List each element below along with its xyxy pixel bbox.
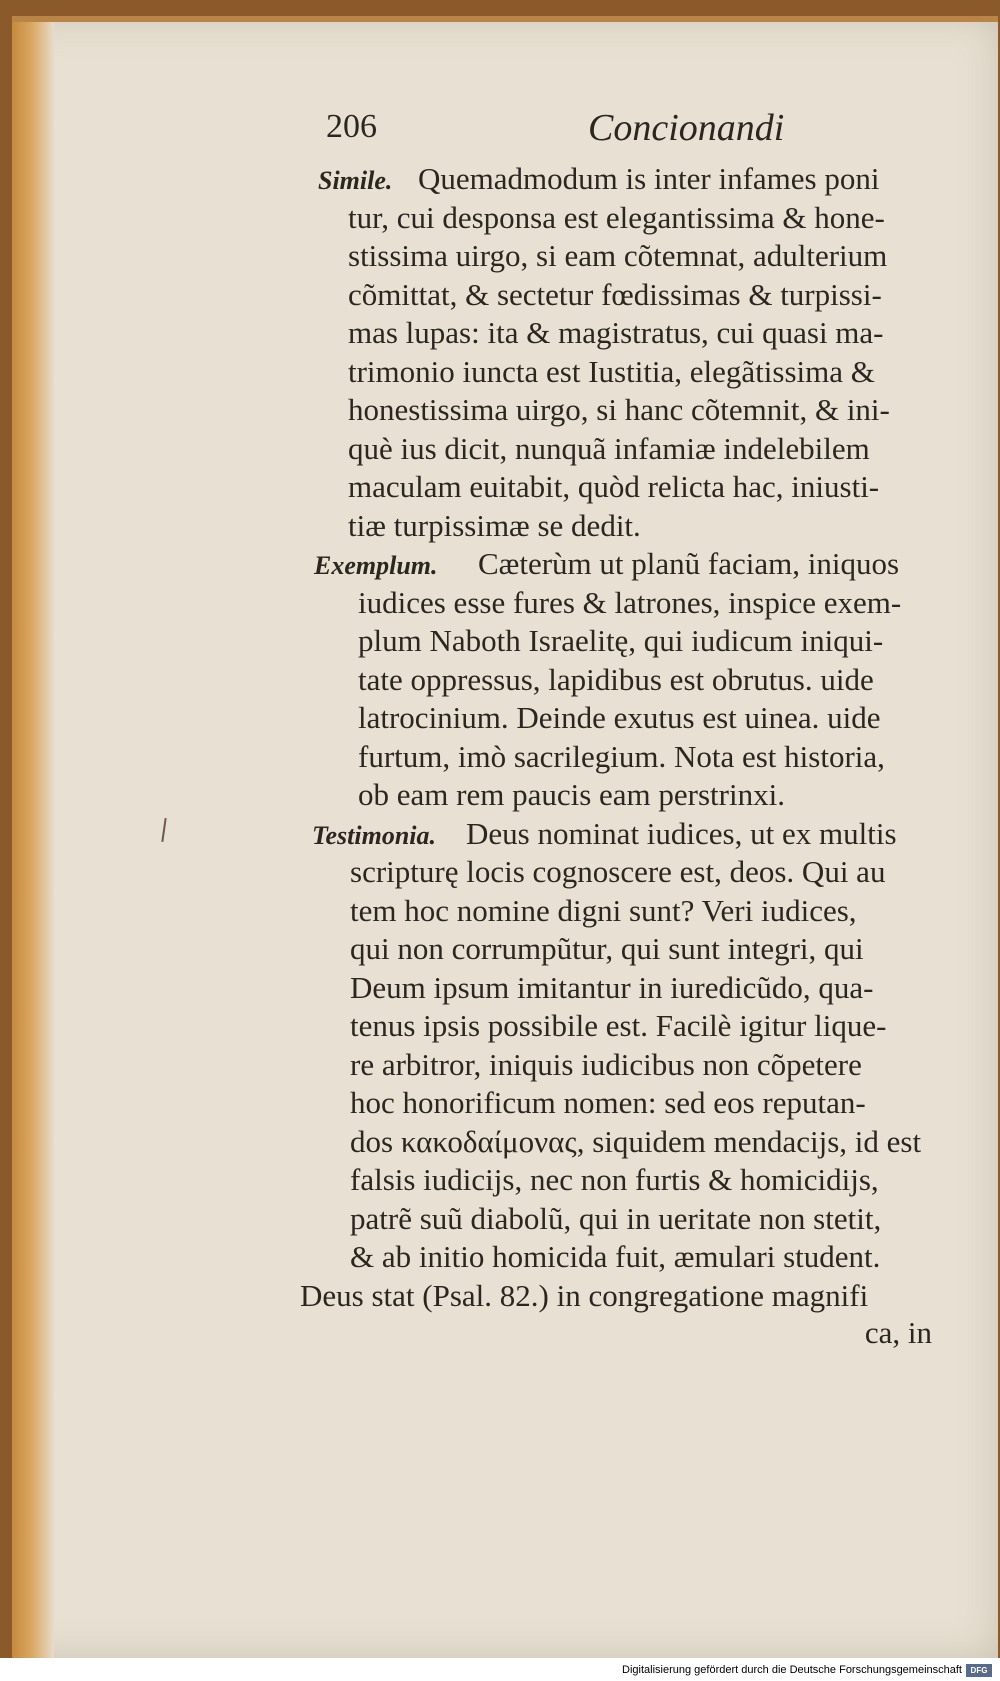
text-line: re arbitror, iniquis iudicibus non cõpetere — [350, 1046, 862, 1082]
text-line: plum Naboth Israelitę, qui iudicum iniqui- — [358, 623, 884, 658]
text-line: qui non corrumpũtur, qui sunt integri, qui — [350, 931, 864, 966]
paragraph-simile — [300, 160, 1000, 545]
text-line: trimonio iuncta est Iustitia, elegãtissima & — [348, 353, 875, 389]
text-line: stissima uirgo, si eam cõtemnat, adulterium — [348, 238, 888, 273]
text-line: iudices esse fures & latrones, inspice exem- — [358, 584, 902, 620]
page-edge-top — [12, 16, 998, 22]
text-block — [300, 100, 1000, 1354]
text-line: Deum ipsum imitantur in iuredicũdo, qua- — [350, 969, 874, 1005]
text-line: latrocinium. Deinde exutus est uinea. uide — [358, 700, 881, 735]
paragraph-psalm — [300, 1277, 1000, 1316]
text-line: cõmittat, & sectetur fœdissimas & turpissi- — [348, 276, 882, 312]
text-line: tiæ turpissimæ se dedit. — [348, 507, 641, 543]
digitization-footer — [0, 1661, 1000, 1681]
text-line: honestissima uirgo, si hanc cõtemnit, & ini- — [348, 392, 890, 427]
text-line: tur, cui desponsa est elegantissima & hone- — [348, 199, 885, 235]
page-edge-binding — [12, 16, 54, 1658]
text-line: maculam euitabit, quòd relicta hac, iniusti- — [348, 469, 880, 504]
text-line: Cæterùm ut planũ faciam, iniquos — [478, 546, 900, 581]
text-line: ob eam rem paucis eam perstrinxi. — [358, 777, 785, 812]
page-header — [300, 100, 1000, 160]
text-line: tate oppressus, lapidibus est obrutus. uide — [358, 661, 874, 697]
dfg-logo-icon: DFG — [966, 1664, 992, 1677]
text-line: què ius dicit, nunquã infamiæ indelebilem — [348, 430, 870, 466]
text-line: Quemadmodum is inter infames poni — [418, 161, 880, 196]
text-line: tenus ipsis possibile est. Facilè igitur lique- — [350, 1008, 887, 1043]
footer-credit: Digitalisierung gefördert durch die Deutsche Forschungsgemeinschaft — [622, 1664, 962, 1676]
paragraph-testimonia — [300, 815, 1000, 1277]
marginal-note: Simile. — [318, 166, 393, 195]
text-line: & ab initio homicida fuit, æmulari student. — [350, 1239, 881, 1274]
text-line: furtum, imò sacrilegium. Nota est historia, — [358, 738, 885, 774]
text-line: scripturę locis cognoscere est, deos. Qui au — [350, 854, 886, 889]
text-line: hoc honorificum nomen: sed eos reputan- — [350, 1085, 866, 1120]
text-line: falsis iudicijs, nec non furtis & homicidijs, — [350, 1162, 879, 1197]
page-number: 206 — [326, 108, 377, 145]
text-line: patrẽ suũ diabolũ, qui in ueritate non stetit, — [350, 1200, 882, 1236]
text-line: dos κακοδαίμονας, siquidem mendacijs, id est — [350, 1123, 922, 1159]
text-line: tem hoc nomine digni sunt? Veri iudices, — [350, 892, 857, 928]
marginal-note: Exemplum. — [314, 551, 438, 580]
catchword: ca, in — [864, 1315, 932, 1350]
text-line: mas lupas: ita & magistratus, cui quasi ma- — [348, 315, 884, 350]
running-head: Concionandi — [588, 107, 785, 149]
text-line: Deus stat (Psal. 82.) in congregatione magnifi — [300, 1277, 869, 1313]
text-line: Deus nominat iudices, ut ex multis — [466, 815, 897, 851]
paragraph-exemplum — [300, 545, 1000, 815]
marginal-note: Testimonia. — [312, 820, 437, 850]
